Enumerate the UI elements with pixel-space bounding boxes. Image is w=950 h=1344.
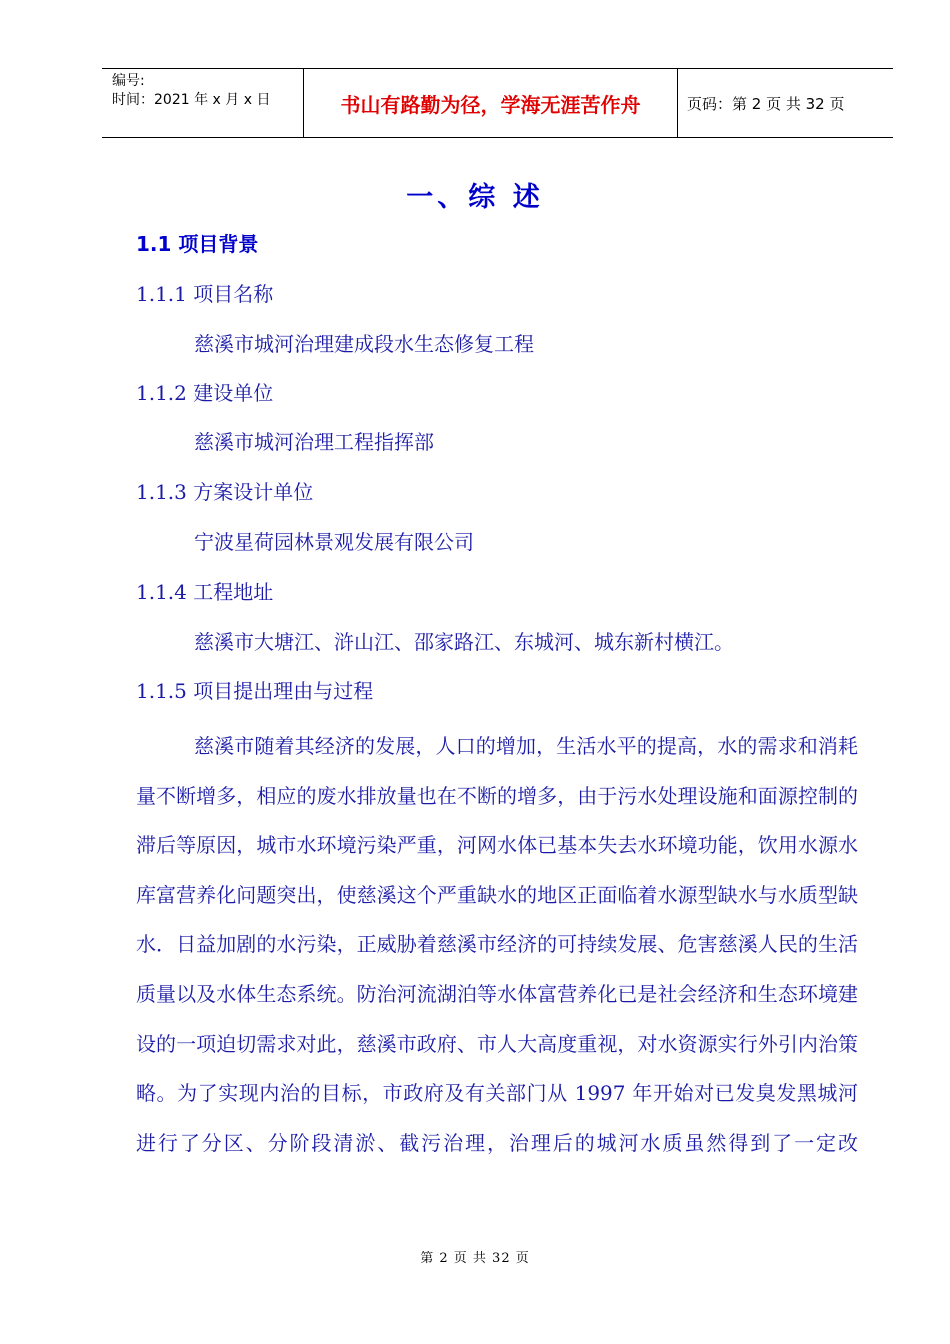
subsection-heading-2: 1.1.2 建设单位: [136, 381, 274, 405]
subsection-heading-4: 1.1.4 工程地址: [136, 580, 274, 604]
subsection-content-4: 慈溪市大塘江、浒山江、邵家路江、东城河、城东新村横江。: [194, 630, 734, 654]
number-label: 编号:: [112, 73, 145, 89]
body-paragraph: 慈溪市随着其经济的发展，人口的增加，生活水平的提高，水的需求和消耗量不断增多，相应的废水排放量也在不断的增多，由于污水处理设施和面源控制的滞后等原因，城市水环境污染严重，河网水体已基本失去水环境功能，饮用水源水库富营养化问题突出，使慈溪这个严重缺水的地区正面临着水源型缺水与水质型缺水．日益加剧的水污染，正威胁着慈溪市经济的可持续发展、危害慈溪人民的生活质量以及水体生态系统。防治河流湖泊等水体富营养化已是社会经济和生态环境建设的一项迫切需求对此，慈溪市政府、市人大高度重视，对水资源实行外引内治策略。为了实现内治的目标，市政府及有关部门从 1997 年开始对已发臭发黑城河进行了分区、分阶段清淤、截污治理，治理后的城河水质虽然得到了一定改: [136, 734, 858, 1155]
subsection-content-3: 宁波星荷园林景观发展有限公司: [194, 530, 474, 554]
subsection-heading-5: 1.1.5 项目提出理由与过程: [136, 679, 374, 703]
page-header: [102, 68, 893, 138]
page-footer: 第 2 页 共 32 页: [420, 1251, 530, 1266]
header-meta: [102, 69, 304, 137]
subsection-content-1: 慈溪市城河治理建成段水生态修复工程: [194, 332, 534, 356]
header-motto: 书山有路勤为径，学海无涯苦作舟: [304, 69, 678, 137]
subsection-heading-1: 1.1.1 项目名称: [136, 282, 274, 306]
section-heading: 1.1 项目背景: [136, 232, 259, 256]
chapter-title: 一、综 述: [406, 182, 544, 213]
time-label: 时间：2021 年 x 月 x 日: [112, 92, 271, 108]
subsection-content-2: 慈溪市城河治理工程指挥部: [194, 430, 434, 454]
subsection-heading-3: 1.1.3 方案设计单位: [136, 480, 314, 504]
header-page-info: 页码：第 2 页 共 32 页: [687, 94, 845, 113]
